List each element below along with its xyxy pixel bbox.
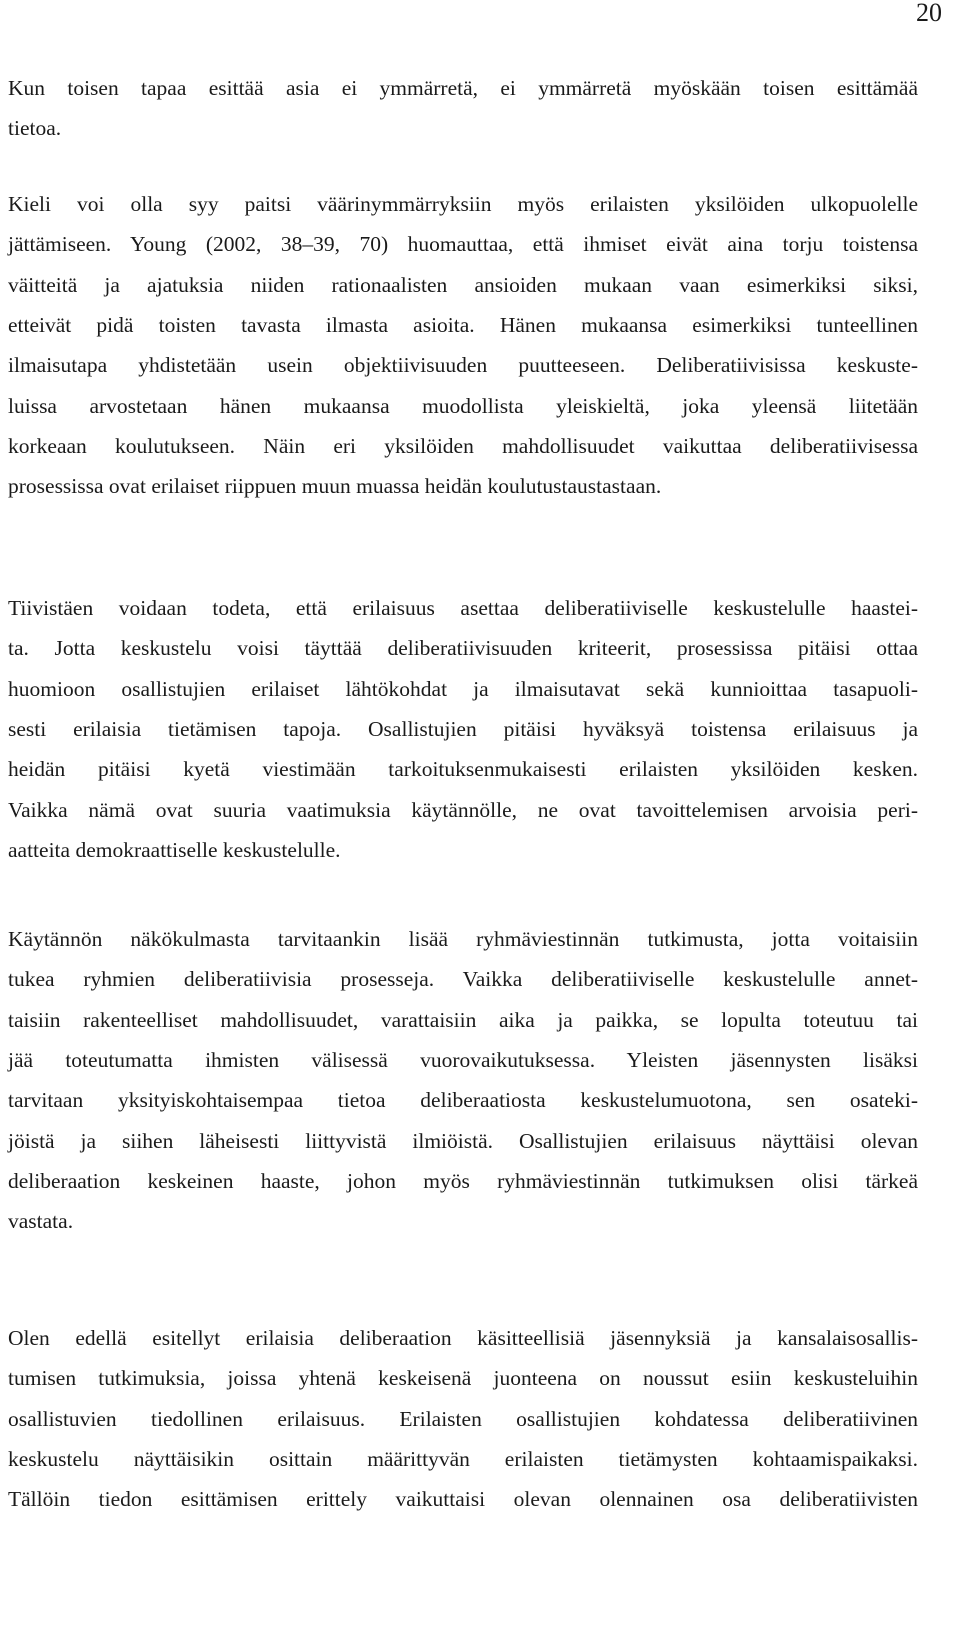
text-line: sesti erilaisia tietämisen tapoja. Osallistujien pitäisi hyväksyä toistensa erilaisuus ja: [8, 717, 918, 741]
text-line: jättämiseen. Young (2002, 38–39, 70) huomauttaa, että ihmiset eivät aina torju toistensa: [8, 232, 918, 256]
text-line: deliberaation keskeinen haaste, johon myös ryhmäviestinnän tutkimuksen olisi tärkeä: [8, 1169, 918, 1193]
text-line: aatteita demokraattiselle keskustelulle.: [8, 838, 341, 862]
text-line: Tällöin tiedon esittämisen erittely vaikuttaisi olevan olennainen osa deliberatiivisten: [8, 1487, 918, 1511]
text-line: Vaikka nämä ovat suuria vaatimuksia käytännölle, ne ovat tavoittelemisen arvoisia peri-: [8, 798, 918, 822]
text-line: jää toteutumatta ihmisten välisessä vuorovaikutuksessa. Yleisten jäsennysten lisäksi: [8, 1048, 918, 1072]
text-line: osallistuvien tiedollinen erilaisuus. Erilaisten osallistujien kohdatessa deliberatiivinen: [8, 1407, 918, 1431]
text-line: ta. Jotta keskustelu voisi täyttää deliberatiivisuuden kriteerit, prosessissa pitäisi ottaa: [8, 636, 918, 660]
text-line: luissa arvostetaan hänen mukaansa muodollista yleiskieltä, joka yleensä liitetään: [8, 394, 918, 418]
text-line: tumisen tutkimuksia, joissa yhtenä keskeisenä juonteena on noussut esiin keskusteluihin: [8, 1366, 918, 1390]
text-line: taisiin rakenteelliset mahdollisuudet, varattaisiin aika ja paikka, se lopulta toteutuu tai: [8, 1008, 918, 1032]
text-line: ilmaisutapa yhdistetään usein objektiivisuuden puutteeseen. Deliberatiivisissa keskuste-: [8, 353, 918, 377]
text-line: Kun toisen tapaa esittää asia ei ymmärretä, ei ymmärretä myöskään toisen esittämää: [8, 76, 918, 100]
page-number: 20: [916, 0, 942, 27]
text-line: prosessissa ovat erilaiset riippuen muun muassa heidän koulutustaustastaan.: [8, 474, 662, 498]
text-line: väitteitä ja ajatuksia niiden rationaalisten ansioiden mukaan vaan esimerkiksi siksi,: [8, 273, 918, 297]
text-line: vastata.: [8, 1209, 74, 1233]
text-line: heidän pitäisi kyetä viestimään tarkoituksenmukaisesti erilaisten yksilöiden kesken.: [8, 757, 918, 781]
text-line: keskustelu näyttäisikin osittain määrittyvän erilaisten tietämysten kohtaamispaikaksi.: [8, 1447, 918, 1471]
text-line: huomioon osallistujien erilaiset lähtökohdat ja ilmaisutavat sekä kunnioittaa tasapuoli-: [8, 677, 918, 701]
text-line: Käytännön näkökulmasta tarvitaankin lisää ryhmäviestinnän tutkimusta, jotta voitaisiin: [8, 927, 918, 951]
text-line: jöistä ja siihen läheisesti liittyvistä ilmiöistä. Osallistujien erilaisuus näyttäisi olevan: [8, 1129, 918, 1153]
text-line: tukea ryhmien deliberatiivisia prosesseja. Vaikka deliberatiiviselle keskustelulle annet-: [8, 967, 918, 991]
text-line: korkeaan koulutukseen. Näin eri yksilöiden mahdollisuudet vaikuttaa deliberatiivisessa: [8, 434, 918, 458]
text-line: Tiivistäen voidaan todeta, että erilaisuus asettaa deliberatiiviselle keskustelulle haastei-: [8, 596, 918, 620]
text-line: tietoa.: [8, 116, 62, 140]
text-line: Kieli voi olla syy paitsi väärinymmärryksiin myös erilaisten yksilöiden ulkopuolelle: [8, 192, 918, 216]
text-line: tarvitaan yksityiskohtaisempaa tietoa deliberaatiosta keskustelumuotona, sen osateki-: [8, 1088, 918, 1112]
text-line: etteivät pidä toisten tavasta ilmasta asioita. Hänen mukaansa esimerkiksi tunteellinen: [8, 313, 918, 337]
text-line: Olen edellä esitellyt erilaisia deliberaation käsitteellisiä jäsennyksiä ja kansalaisosallis-: [8, 1326, 918, 1350]
